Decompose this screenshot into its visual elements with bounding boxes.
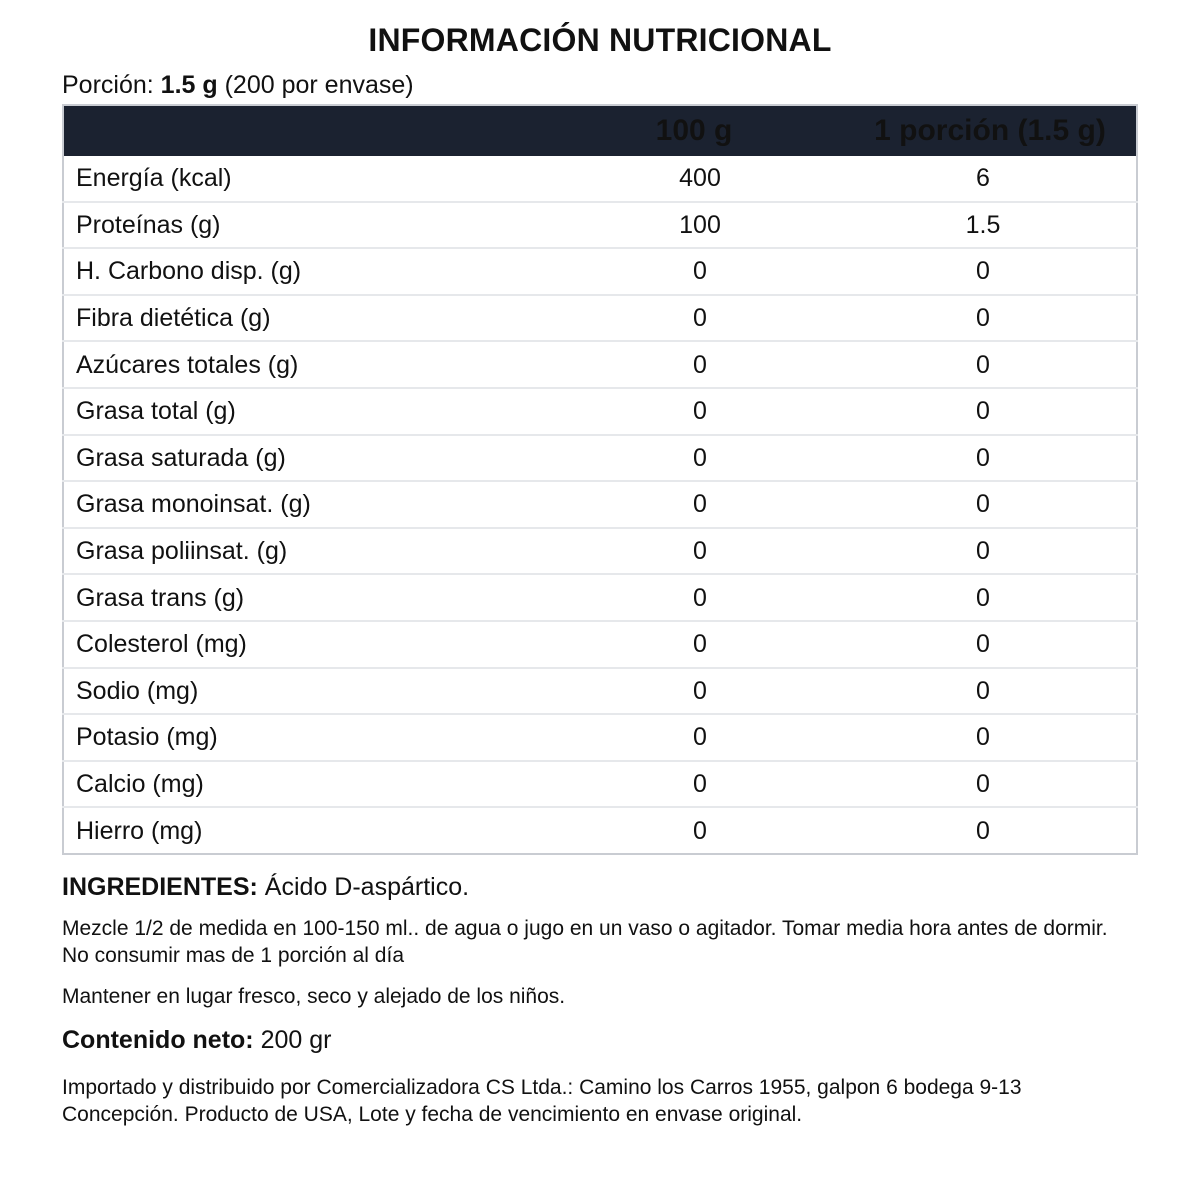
table-row: [63, 714, 1137, 761]
table-row: [63, 528, 1137, 575]
nutrient-name: Colesterol (mg): [63, 621, 544, 668]
value-per-portion: 0: [844, 574, 1137, 621]
value-per-100g: 400: [679, 164, 721, 193]
nutrient-name: Proteínas (g): [63, 202, 544, 249]
value-per-portion: 0: [844, 621, 1137, 668]
nutrient-name: Sodio (mg): [63, 668, 544, 715]
nutrient-name: Energía (kcal): [76, 164, 232, 193]
nutrition-table-header: [63, 105, 1137, 156]
value-per-portion: 1.5: [844, 202, 1137, 249]
usage-instructions: Mezcle 1/2 de medida en 100-150 ml.. de agua o jugo en un vaso o agitador. Tomar media hora antes de dormir. No consumir mas de 1 porción al día: [62, 916, 1108, 967]
table-row: [63, 574, 1137, 621]
nutrition-table-body: [63, 156, 1137, 854]
net-content-value: 200 gr: [253, 1025, 332, 1054]
table-row: [63, 295, 1137, 342]
value-per-portion: 0: [844, 668, 1137, 715]
nutrition-table: [62, 104, 1138, 855]
ingredients-label: INGREDIENTES:: [62, 872, 258, 901]
value-per-portion: 0: [844, 481, 1137, 528]
serving-size: 1.5 g: [160, 71, 218, 99]
value-per-100g: 0: [544, 248, 844, 295]
nutrient-name: Grasa poliinsat. (g): [63, 528, 544, 575]
value-per-100g: 0: [544, 668, 844, 715]
value-per-portion: 0: [844, 295, 1137, 342]
value-per-100g: 0: [544, 435, 844, 482]
ingredients-text: Ácido D-aspártico.: [257, 872, 470, 901]
value-per-portion: 0: [844, 341, 1137, 388]
nutrient-name: H. Carbono disp. (g): [63, 248, 544, 295]
value-per-portion: 0: [844, 761, 1137, 808]
net-content: [62, 1024, 1138, 1056]
value-per-100g: 100: [544, 202, 844, 249]
header-name: [63, 105, 544, 156]
nutrient-name: Grasa saturada (g): [63, 435, 544, 482]
value-per-portion: 0: [844, 248, 1137, 295]
table-row: [63, 202, 1137, 249]
header-row: [63, 105, 1137, 156]
value-per-100g: 0: [544, 714, 844, 761]
nutrient-name: Potasio (mg): [63, 714, 544, 761]
table-row: [63, 621, 1137, 668]
nutrient-name: Grasa trans (g): [63, 574, 544, 621]
table-row: [63, 761, 1137, 808]
ingredients: [62, 871, 1138, 903]
importer-info: Importado y distribuido por Comercializadora CS Ltda.: Camino los Carros 1955, galpon 6 bodega 9-13 Concepción. Producto de USA, Lote y fecha de vencimiento en envase original.: [62, 1075, 1022, 1126]
value-per-portion: 0: [844, 714, 1137, 761]
value-per-100g: 0: [544, 481, 844, 528]
nutrient-name: Fibra dietética (g): [63, 295, 544, 342]
page-title: INFORMACIÓN NUTRICIONAL: [368, 22, 832, 58]
table-row: [63, 156, 1137, 202]
serving-suffix: (200 por envase): [217, 71, 414, 99]
table-row: [63, 435, 1137, 482]
value-per-portion: 0: [844, 388, 1137, 435]
value-per-100g: 0: [544, 295, 844, 342]
nutrient-name: Grasa total (g): [63, 388, 544, 435]
table-row: [63, 807, 1137, 854]
value-per-100g: 0: [544, 341, 844, 388]
value-per-portion: 0: [844, 807, 1137, 854]
value-per-100g: 0: [544, 388, 844, 435]
value-per-100g: 0: [544, 528, 844, 575]
serving-prefix: Porción:: [62, 71, 161, 99]
net-content-label: Contenido neto:: [62, 1025, 254, 1054]
value-per-100g: 0: [544, 761, 844, 808]
value-per-100g: 0: [544, 574, 844, 621]
value-per-portion: 0: [844, 528, 1137, 575]
storage-instructions: Mantener en lugar fresco, seco y alejado de los niños.: [62, 984, 566, 1008]
value-per-portion: 6: [976, 164, 990, 193]
table-row: [63, 341, 1137, 388]
table-row: [63, 668, 1137, 715]
value-per-portion: 0: [844, 435, 1137, 482]
table-row: [63, 481, 1137, 528]
nutrient-name: Calcio (mg): [63, 761, 544, 808]
table-row: [63, 388, 1137, 435]
nutrient-name: Grasa monoinsat. (g): [63, 481, 544, 528]
table-row: [63, 248, 1137, 295]
nutrient-name: Azúcares totales (g): [63, 341, 544, 388]
value-per-100g: 0: [544, 621, 844, 668]
value-per-100g: 0: [544, 807, 844, 854]
header-per-100g: 100 g: [544, 105, 844, 156]
serving-info: [62, 68, 1138, 102]
nutrition-label: [62, 0, 1138, 1128]
header-per-portion: 1 porción (1.5 g): [844, 105, 1137, 156]
nutrient-name: Hierro (mg): [63, 807, 544, 854]
